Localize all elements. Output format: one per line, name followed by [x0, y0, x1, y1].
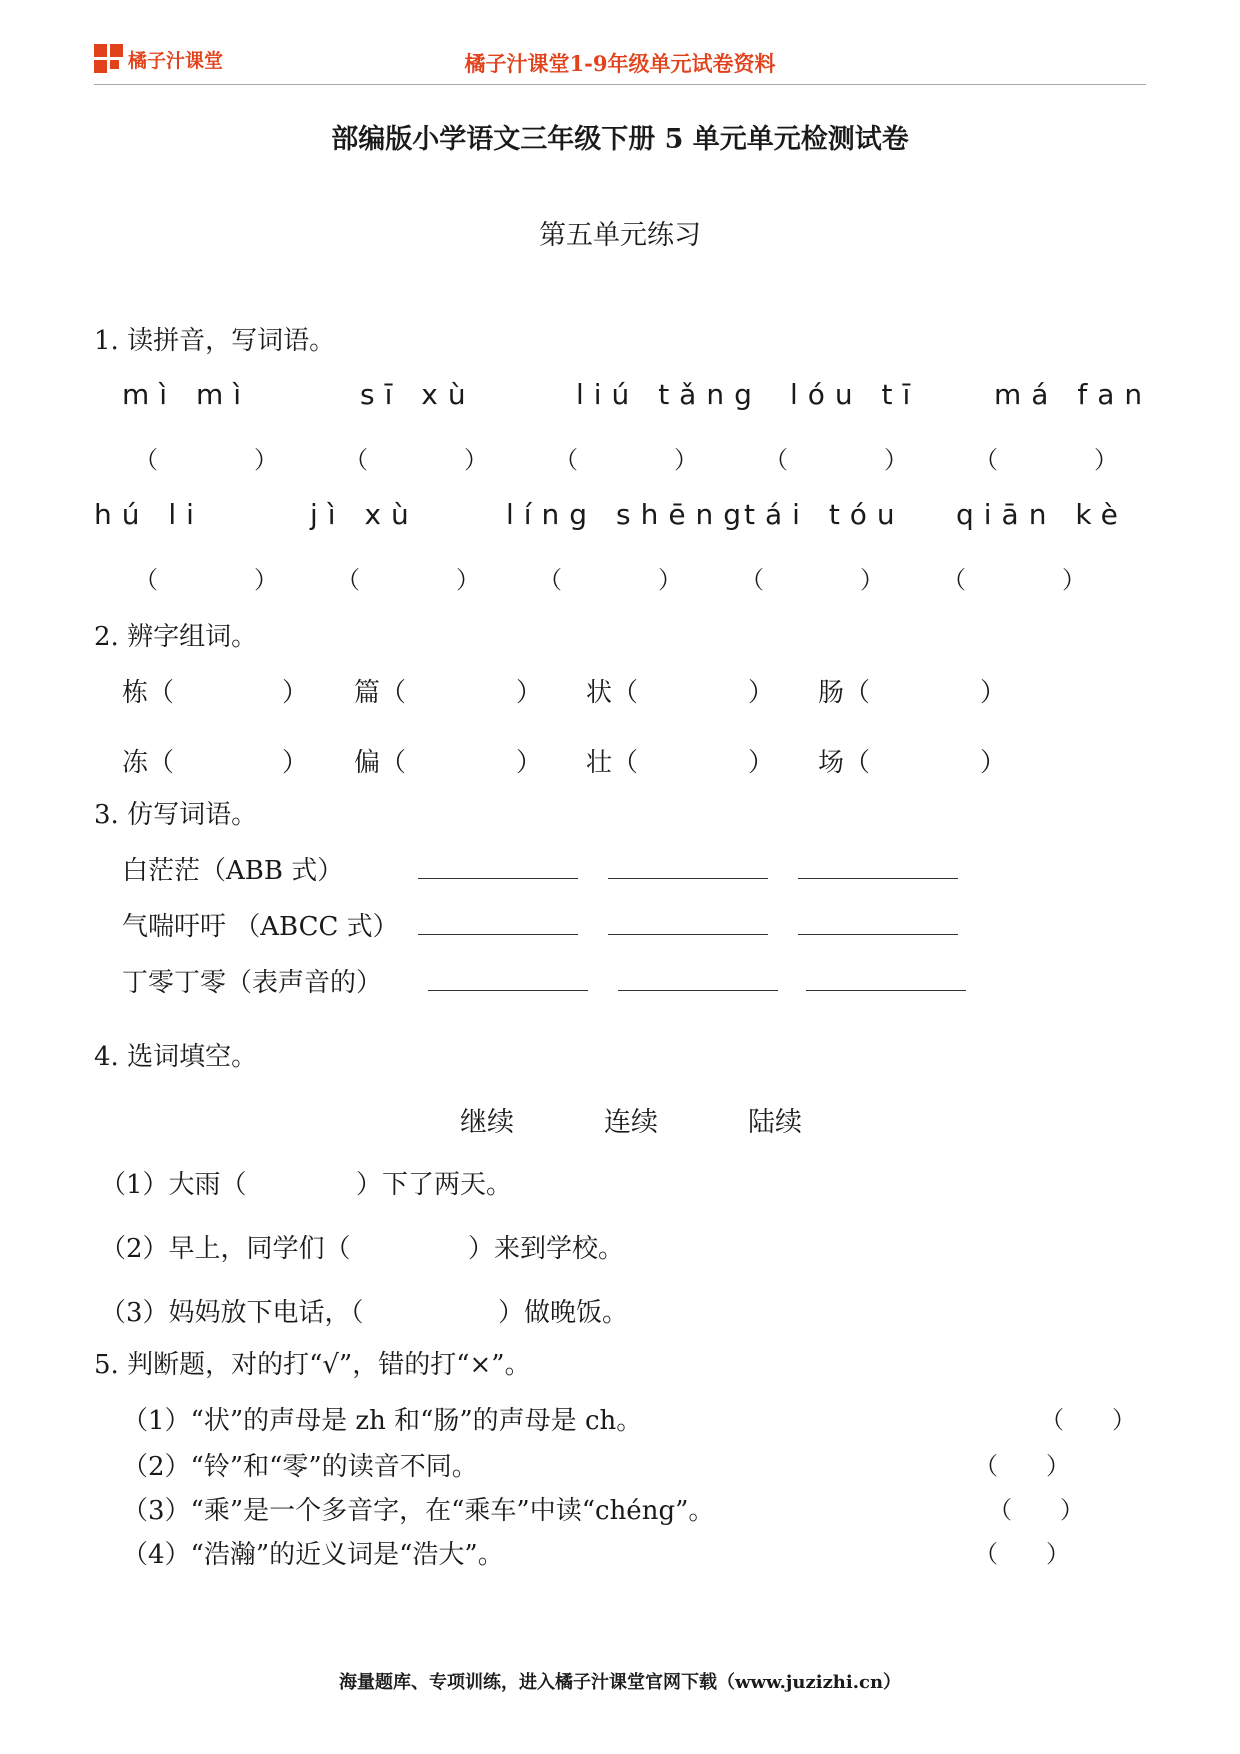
header-title: 橘子汁课堂1-9年级单元试卷资料: [464, 51, 776, 76]
sentence-start: （2）早上，同学们（: [100, 1234, 351, 1264]
q5-heading: 5. 判断题，对的打“√”，错的打“×”。: [94, 1350, 531, 1380]
answer-paren[interactable]: （ ）: [974, 1540, 1070, 1568]
answer-blank[interactable]: [418, 878, 578, 879]
paren-close: ）: [282, 678, 309, 708]
char-item: 肠（: [818, 678, 871, 708]
answer-paren[interactable]: （ ）: [764, 446, 908, 474]
answer-paren[interactable]: （ ）: [538, 566, 682, 594]
answer-paren[interactable]: （ ）: [134, 446, 278, 474]
answer-blank[interactable]: [428, 990, 588, 991]
answer-paren[interactable]: （ ）: [134, 566, 278, 594]
char-item: 状（: [586, 678, 639, 708]
pinyin-7: jì xù: [310, 498, 419, 531]
pinyin-4: lóu tī: [790, 378, 921, 411]
imitation-item: 白茫茫（ABB 式）: [122, 856, 344, 886]
answer-paren[interactable]: （ ）: [974, 446, 1118, 474]
sentence-end: ）做晚饭。: [498, 1298, 629, 1328]
pinyin-8: líng shēng: [506, 498, 752, 531]
answer-paren[interactable]: （ ）: [942, 566, 1086, 594]
q1-heading: 1. 读拼音，写词语。: [94, 326, 336, 356]
pinyin-2: sī xù: [360, 378, 476, 411]
word-choice: 连续: [604, 1107, 658, 1138]
pinyin-1: mì mì: [122, 378, 252, 411]
footer: 海量题库、专项训练，进入橘子汁课堂官网下载（www.juzizhi.cn）: [338, 1672, 902, 1693]
brand-name: 橘子汁课堂: [128, 50, 224, 72]
q4-heading: 4. 选词填空。: [94, 1042, 258, 1072]
paren-close: ）: [516, 678, 543, 708]
answer-paren[interactable]: （ ）: [988, 1496, 1084, 1524]
judgement-item: （1）“状”的声母是 zh 和“肠”的声母是 ch。: [122, 1406, 643, 1436]
answer-blank[interactable]: [608, 878, 768, 879]
q2-heading: 2. 辨字组词。: [94, 622, 258, 652]
judgement-item: （2）“铃”和“零”的读音不同。: [122, 1452, 478, 1482]
pinyin-3: liú tǎng: [576, 378, 762, 411]
page-title: 部编版小学语文三年级下册 5 单元单元检测试卷: [331, 124, 909, 155]
pinyin-9: tái tóu: [744, 498, 905, 531]
paren-close: ）: [282, 748, 309, 778]
answer-paren[interactable]: （ ）: [336, 566, 480, 594]
char-item: 偏（: [354, 748, 407, 778]
char-item: 栋（: [122, 678, 175, 708]
answer-blank[interactable]: [608, 934, 768, 935]
paren-close: ）: [980, 748, 1007, 778]
judgement-item: （4）“浩瀚”的近义词是“浩大”。: [122, 1540, 504, 1570]
answer-paren[interactable]: （ ）: [1040, 1406, 1136, 1434]
imitation-item: 丁零丁零（表声音的）: [122, 968, 383, 998]
word-choice: 陆续: [748, 1107, 802, 1138]
pinyin-6: hú li: [94, 498, 204, 531]
char-item: 篇（: [354, 678, 407, 708]
pinyin-5: má fan: [994, 378, 1153, 411]
char-item: 壮（: [586, 748, 639, 778]
answer-paren[interactable]: （ ）: [554, 446, 698, 474]
sentence-end: ）下了两天。: [356, 1170, 513, 1200]
paren-close: ）: [980, 678, 1007, 708]
answer-blank[interactable]: [806, 990, 966, 991]
char-item: 场（: [818, 748, 871, 778]
paren-close: ）: [748, 678, 775, 708]
answer-blank[interactable]: [618, 990, 778, 991]
judgement-item: （3）“乘”是一个多音字，在“乘车”中读“chéng”。: [122, 1496, 715, 1526]
answer-blank[interactable]: [798, 934, 958, 935]
paren-close: ）: [516, 748, 543, 778]
sentence-end: ）来到学校。: [468, 1234, 625, 1264]
imitation-item: 气喘吁吁 （ABCC 式）: [122, 912, 399, 942]
subtitle: 第五单元练习: [539, 220, 701, 251]
sentence-start: （1）大雨（: [100, 1170, 247, 1200]
header-divider: [94, 84, 1146, 85]
answer-paren[interactable]: （ ）: [740, 566, 884, 594]
word-choice: 继续: [460, 1107, 514, 1138]
answer-blank[interactable]: [418, 934, 578, 935]
paren-close: ）: [748, 748, 775, 778]
answer-blank[interactable]: [798, 878, 958, 879]
answer-paren[interactable]: （ ）: [344, 446, 488, 474]
char-item: 冻（: [122, 748, 175, 778]
pinyin-10: qiān kè: [956, 498, 1128, 531]
answer-paren[interactable]: （ ）: [974, 1452, 1070, 1480]
q3-heading: 3. 仿写词语。: [94, 800, 258, 830]
sentence-start: （3）妈妈放下电话，（: [100, 1298, 364, 1328]
